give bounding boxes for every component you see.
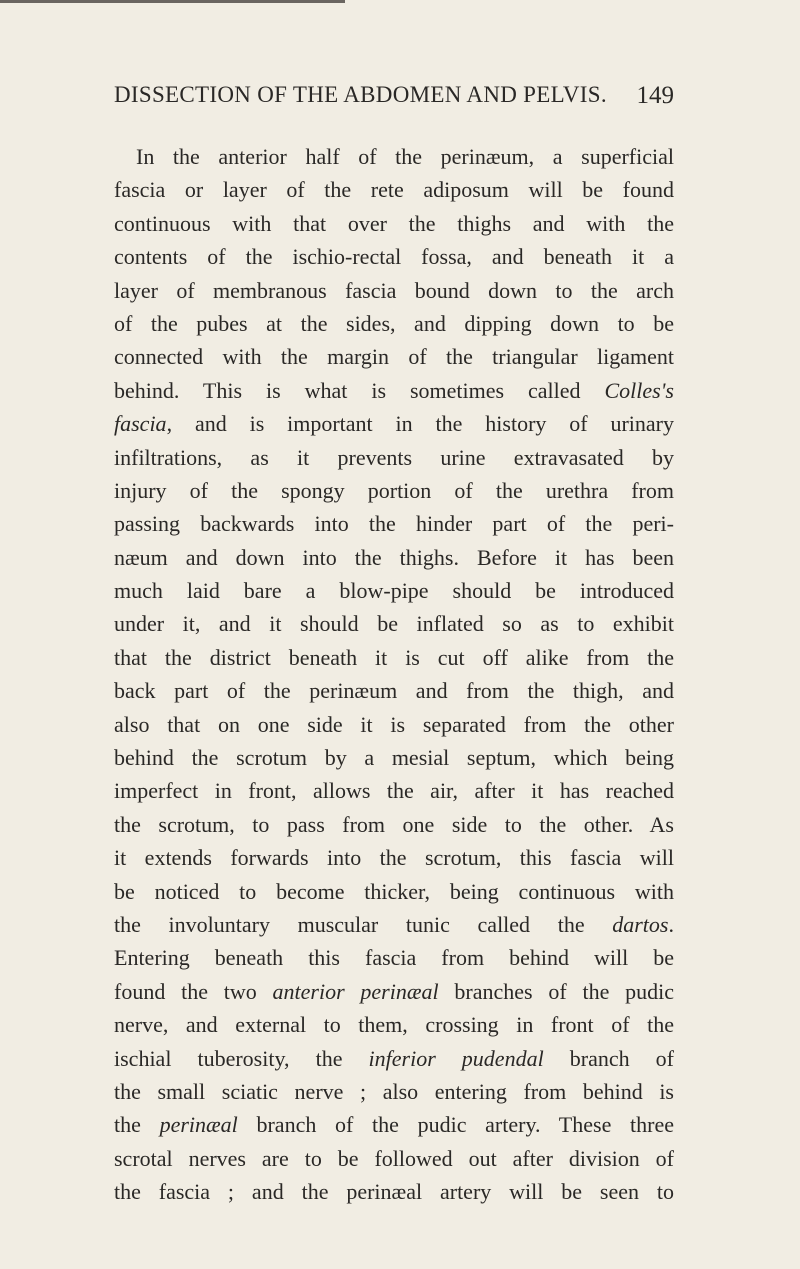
text-run: ischial tuberosity, the bbox=[114, 1045, 369, 1071]
text-run: imperfect in front, allows the air, after it has reached bbox=[114, 778, 674, 804]
running-head: DISSECTION OF THE ABDOMEN AND PELVIS. bbox=[114, 82, 607, 107]
text-run: contents of the ischio-rectal fossa, and beneath it a bbox=[114, 244, 674, 270]
text-line bbox=[114, 875, 674, 908]
text-line bbox=[114, 741, 674, 774]
text-run: that the district beneath it is cut off alike from the bbox=[114, 644, 674, 670]
text-run: of the pubes at the sides, and dipping down to be bbox=[114, 310, 674, 336]
text-line bbox=[114, 708, 674, 741]
page-header bbox=[114, 82, 674, 112]
text-run: the small sciatic nerve ; also entering from behind is bbox=[114, 1078, 674, 1104]
text-line bbox=[114, 908, 674, 941]
text-run: layer of membranous fascia bound down to the arch bbox=[114, 277, 674, 303]
text-run: fascia or layer of the rete adiposum will be found bbox=[114, 177, 674, 203]
text-run: nerve, and external to them, crossing in front of the bbox=[114, 1012, 674, 1038]
text-line bbox=[114, 808, 674, 841]
text-line bbox=[114, 240, 674, 273]
text-line bbox=[114, 541, 674, 574]
text-run: the fascia ; and the perinæal artery will be seen to bbox=[114, 1179, 674, 1205]
text-line bbox=[114, 607, 674, 640]
text-line bbox=[114, 841, 674, 874]
text-run: . bbox=[668, 911, 674, 937]
text-line bbox=[114, 374, 674, 407]
text-run: the involuntary muscular tunic called the bbox=[114, 911, 613, 937]
text-line bbox=[114, 140, 674, 173]
text-line bbox=[114, 307, 674, 340]
text-run: continuous with that over the thighs and with the bbox=[114, 210, 674, 236]
text-run: be noticed to become thicker, being continuous with bbox=[114, 878, 674, 904]
text-line bbox=[114, 340, 674, 373]
text-line bbox=[114, 774, 674, 807]
text-run: , and is important in the history of urinary bbox=[166, 411, 674, 437]
text-run: Entering beneath this fascia from behind will be bbox=[114, 945, 674, 971]
text-run: passing backwards into the hinder part of the peri- bbox=[114, 511, 674, 537]
text-run: under it, and it should be inflated so as to exhibit bbox=[114, 611, 674, 637]
text-run: back part of the perinæum and from the thigh, and bbox=[114, 678, 674, 704]
text-run: In the anterior half of the perinæum, a superficial bbox=[136, 144, 674, 169]
text-line bbox=[114, 641, 674, 674]
text-run: branch of the pudic artery. These three bbox=[237, 1112, 674, 1138]
italic-term: fascia bbox=[114, 411, 167, 437]
text-line bbox=[114, 941, 674, 974]
text-line bbox=[114, 674, 674, 707]
text-line bbox=[114, 474, 674, 507]
text-run: infiltrations, as it prevents urine extravasated by bbox=[114, 444, 674, 470]
text-run: injury of the spongy portion of the urethra from bbox=[114, 477, 674, 503]
italic-term: Colles's bbox=[604, 377, 674, 403]
text-line bbox=[114, 1042, 674, 1075]
italic-term: dartos bbox=[612, 911, 669, 937]
text-line bbox=[114, 407, 674, 440]
text-line bbox=[114, 1075, 674, 1108]
text-line bbox=[114, 1142, 674, 1175]
text-run: found the two bbox=[114, 978, 273, 1004]
text-run: connected with the margin of the triangular ligament bbox=[114, 344, 674, 370]
italic-term: anterior perinæal bbox=[272, 978, 439, 1004]
text-line bbox=[114, 441, 674, 474]
text-run: branch of bbox=[543, 1045, 674, 1071]
text-run: it extends forwards into the scrotum, this fascia will bbox=[114, 845, 674, 871]
text-run: branches of the pudic bbox=[438, 978, 675, 1004]
text-run: the bbox=[114, 1112, 160, 1138]
text-run: also that on one side it is separated from the other bbox=[114, 711, 674, 737]
text-line bbox=[114, 507, 674, 540]
text-run: scrotal nerves are to be followed out after division of bbox=[114, 1145, 674, 1171]
text-line bbox=[114, 1008, 674, 1041]
text-run: much laid bare a blow-pipe should be introduced bbox=[114, 578, 674, 604]
text-run: behind. This is what is sometimes called bbox=[114, 377, 605, 403]
page-number: 149 bbox=[636, 82, 674, 109]
text-line bbox=[114, 173, 674, 206]
text-line bbox=[114, 574, 674, 607]
italic-term: inferior pudendal bbox=[368, 1045, 544, 1071]
text-line bbox=[114, 207, 674, 240]
text-line bbox=[114, 274, 674, 307]
top-edge-rule bbox=[0, 0, 345, 3]
text-line bbox=[114, 1175, 674, 1208]
body-text bbox=[114, 140, 674, 1209]
text-run: behind the scrotum by a mesial septum, which being bbox=[114, 745, 674, 771]
italic-term: perinæal bbox=[159, 1112, 238, 1138]
text-run: the scrotum, to pass from one side to the other. As bbox=[114, 811, 674, 837]
text-line bbox=[114, 975, 674, 1008]
text-run: næum and down into the thighs. Before it has been bbox=[114, 544, 674, 570]
text-line bbox=[114, 1108, 674, 1141]
